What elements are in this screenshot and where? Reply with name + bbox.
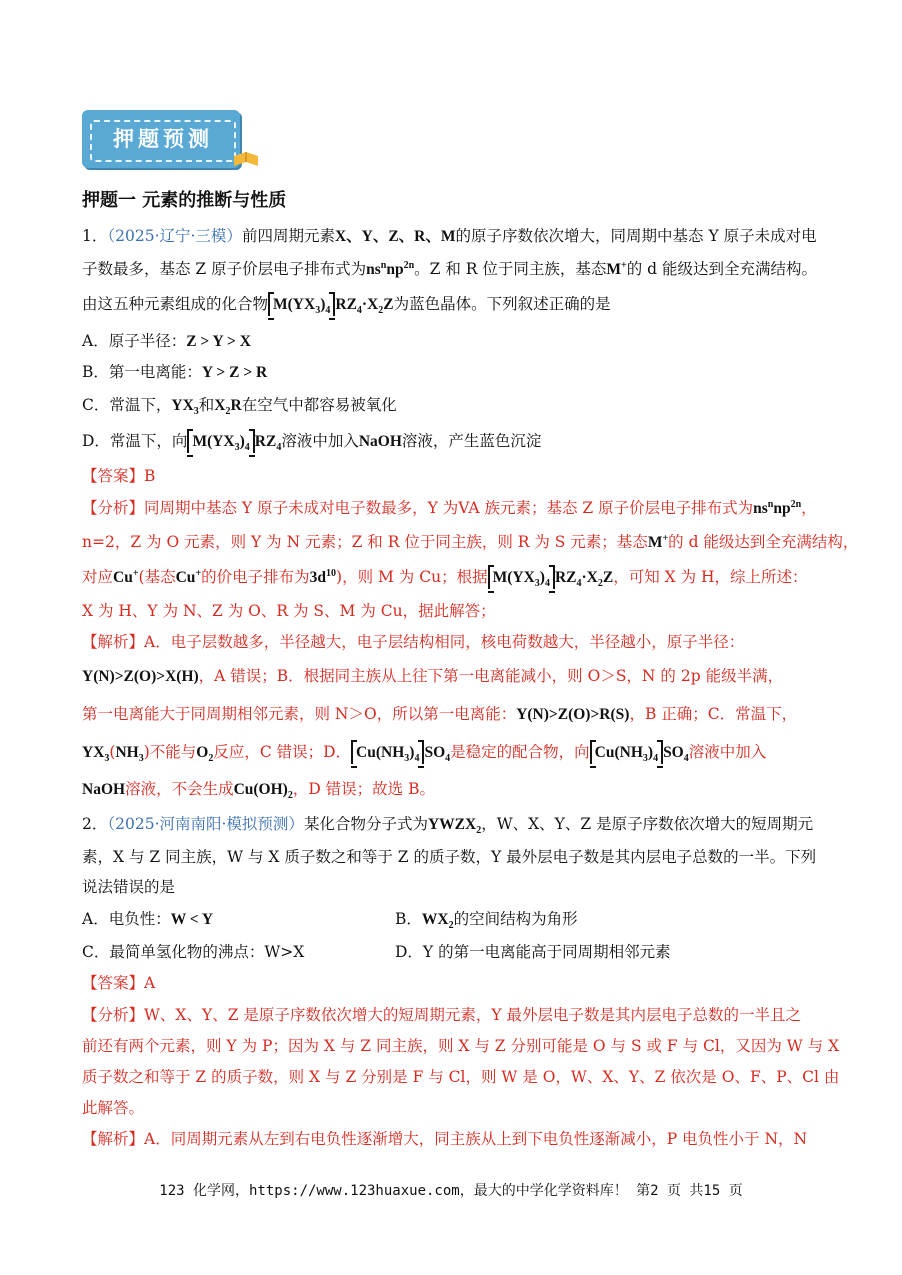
q2-analysis-3: 质子数之和等于 Z 的质子数，则 X 与 Z 分别是 F 与 Cl，则 W 是 O，W、X、Y、Z 依次是 O、F、P、Cl 由 — [82, 1068, 840, 1086]
q1-option-b: B．第一电离能：Y > Z > R — [82, 363, 268, 381]
page-footer: 123 化学网，https://www.123huaxue.com，最大的中学化学资料库！ 第2 页 共15 页 — [159, 1183, 743, 1199]
q1-option-d: D．常温下，向 $M(YX_3)_4$ $RZ_4$溶液中加入NaOH溶液，产生蓝色沉淀 — [82, 432, 542, 454]
q1-explanation-4: $YX_3(NH_3)$不能与$O_2$反应，C 错误；D． $Cu(NH_3)_4$ $SO_4$是稳定的配合物，向 $Cu(NH_3)_4$ $SO_4$溶液中加入 — [82, 743, 767, 765]
q1-analysis-1: 【分析】同周期中基态 Y 原子未成对电子数最多，Y 为VA 族元素；基态 Z 原子价层电子排布式为$ns^nnp^{2n}$， — [82, 498, 817, 517]
q1-analysis-4: X 为 H、Y 为 N、Z 为 O、R 为 S、M 为 Cu，据此解答； — [82, 602, 496, 620]
book-icon — [232, 148, 260, 170]
q2-option-d: D．Y 的第一电离能高于同周期相邻元素 — [395, 943, 671, 961]
q1-option-a: A．原子半径：Z > Y > X — [82, 332, 251, 350]
q1-analysis-3: 对应Cu+(基态Cu+的价电子排布为$3d^{10}$)，则 M 为 Cu；根据 $M(YX_3)_4$ $RZ_4\cdot X_2Z$，可知 X 为 H，综上所述： — [82, 567, 808, 590]
q2-answer: 【答案】A — [82, 974, 156, 992]
q1-source: （2025·辽宁·三模） — [107, 227, 242, 245]
q2-line-2: 素，X 与 Z 同主族，W 与 X 质子数之和等于 Z 的质子数，Y 最外层电子数是其内层电子总数的一半。下列 — [82, 848, 817, 866]
q1-option-c: C．常温下，$YX_3$和$X_2R$在空气中都容易被氧化 — [82, 396, 397, 418]
q2-analysis-4: 此解答。 — [82, 1099, 145, 1117]
q2-line-1: 2．（2025·河南南阳·模拟预测）某化合物分子式为$YWZX_2$，W、X、Y、Z 是原子序数依次增大的短周期元 — [82, 815, 814, 837]
section-title: 押题一 元素的推断与性质 — [82, 190, 287, 211]
q2-explanation-1: 【解析】A．同周期元素从左到右电负性逐渐增大，同主族从上到下电负性逐渐减小，P 电负性小于 N，N — [82, 1130, 808, 1148]
q1-line-3: 由这五种元素组成的化合物 $M(YX_3)_4$ $RZ_4\cdot X_2Z$为蓝色晶体。下列叙述正确的是 — [82, 295, 611, 317]
q1-explanation-1: 【解析】A．电子层数越多，半径越大，电子层结构相同，核电荷数越大，半径越小，原子半径： — [82, 633, 745, 651]
q2-option-c: C．最简单氢化物的沸点：W>X — [82, 943, 305, 961]
q2-source: （2025·河南南阳·模拟预测） — [107, 815, 304, 833]
q1-answer: 【答案】B — [82, 467, 156, 485]
q2-option-b: B．$WX_2$的空间结构为角形 — [395, 910, 578, 932]
q2-analysis-2: 前还有两个元素，则 Y 为 P；因为 X 与 Z 同主族，则 X 与 Z 分别可能是 O 与 S 或 F 与 Cl，又因为 W 与 X — [82, 1037, 840, 1055]
q2-line-3: 说法错误的是 — [82, 878, 176, 896]
q2-analysis-1: 【分析】W、X、Y、Z 是原子序数依次增大的短周期元素，Y 最外层电子数是其内层电子总数的一半且之 — [82, 1006, 802, 1024]
section-banner — [82, 110, 258, 172]
q1-line-2: 子数最多，基态 Z 原子价层电子排布式为$ns^nnp^{2n}$。Z 和 R 位于同主族，基态M+的 d 能级达到全充满结构。 — [82, 259, 818, 278]
q2-option-a: A．电负性：W < Y — [82, 910, 214, 928]
q1-line-1: 1．（2025·辽宁·三模）前四周期元素X、Y、Z、R、M的原子序数依次增大，同周期中基态 Y 原子未成对电 — [82, 227, 817, 245]
banner-title: 押题预测 — [113, 127, 213, 151]
q1-analysis-2: n=2，Z 为 O 元素，则 Y 为 N 元素；Z 和 R 位于同主族，则 R 为 S 元素；基态M+的 d 能级达到全充满结构， — [82, 532, 859, 551]
q1-explanation-2: Y(N)>Z(O)>X(H)，A 错误；B．根据同主族从上往下第一电离能减小，则 O＞S，N 的 2p 能级半满， — [82, 667, 784, 685]
q1-explanation-3: 第一电离能大于同周期相邻元素，则 N＞O，所以第一电离能：Y(N)>Z(O)>R(S)，B 正确；C．常温下， — [82, 705, 798, 723]
q1-complex-formula: $M(YX_3)_4$ $RZ_4\cdot X_2Z$ — [268, 296, 394, 313]
q1-explanation-5: NaOH溶液，不会生成$Cu(OH)_2$，D 错误；故选 B。 — [82, 780, 436, 802]
